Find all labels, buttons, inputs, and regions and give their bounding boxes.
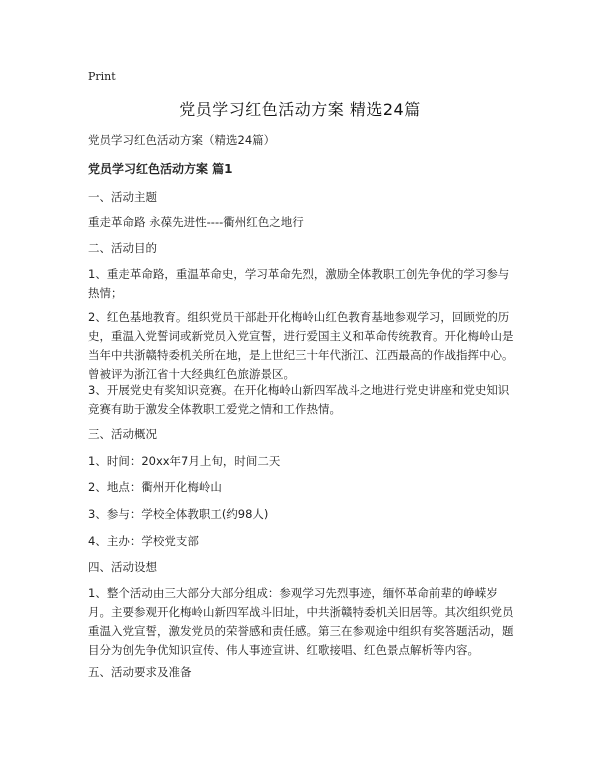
heading-requirements: 五、活动要求及准备 [88,665,192,679]
overview-location: 2、地点：衢州开化梅岭山 [88,480,222,494]
heading-plan: 四、活动设想 [88,560,157,574]
print-link[interactable]: Print [88,70,116,83]
heading-theme: 一、活动主题 [88,190,157,204]
section-heading: 党员学习红色活动方案 篇1 [88,162,233,176]
overview-time: 1、时间：20xx年7月上旬，时间二天 [88,454,281,468]
overview-participants: 3、参与：学校全体教职工(约98人) [88,507,269,521]
purpose-paragraph-1: 1、重走革命路，重温革命史，学习革命先烈，激励全体教职工创先争优的学习参与热情； [88,267,510,300]
heading-overview: 三、活动概况 [88,427,157,441]
overview-organizer: 4、主办：学校党支部 [88,534,199,548]
page-title: 党员学习红色活动方案 精选24篇 [179,100,421,119]
theme-text: 重走革命路 永葆先进性----衢州红色之地行 [88,215,304,229]
purpose-paragraph-2: 2、红色基地教育。组织党员干部赴开化梅岭山红色教育基地参观学习，回顾党的历史，重温入党誓词或新党员入党宣誓，进行爱国主义和革命传统教育。开化梅岭山是当年中共浙赣特委机关所在地，是上世纪三十年代浙江、江西最高的作战指挥中心。曾被评为浙江省十大经典红色旅游景区。 [88,310,514,381]
plan-paragraph-1: 1、整个活动由三大部分大部分组成：参观学习先烈事迹，缅怀革命前辈的峥嵘岁月。主要参观开化梅岭山新四军战斗旧址，中共浙赣特委机关旧居等。其次组织党员重温入党宣誓，激发党员的荣誉感和责任感。第三在参观途中组织有奖答题活动，题目分为创先争优知识宣传、伟人事迹宣讲、红歌接唱、红色景点解析等内容。 [88,586,514,657]
subtitle: 党员学习红色活动方案（精选24篇） [88,133,276,147]
heading-purpose: 二、活动目的 [88,241,157,255]
purpose-paragraph-3: 3、开展党史有奖知识竞赛。在开化梅岭山新四军战斗之地进行党史讲座和党史知识竞赛有助于激发全体教职工爱党之情和工作热情。 [88,383,510,416]
